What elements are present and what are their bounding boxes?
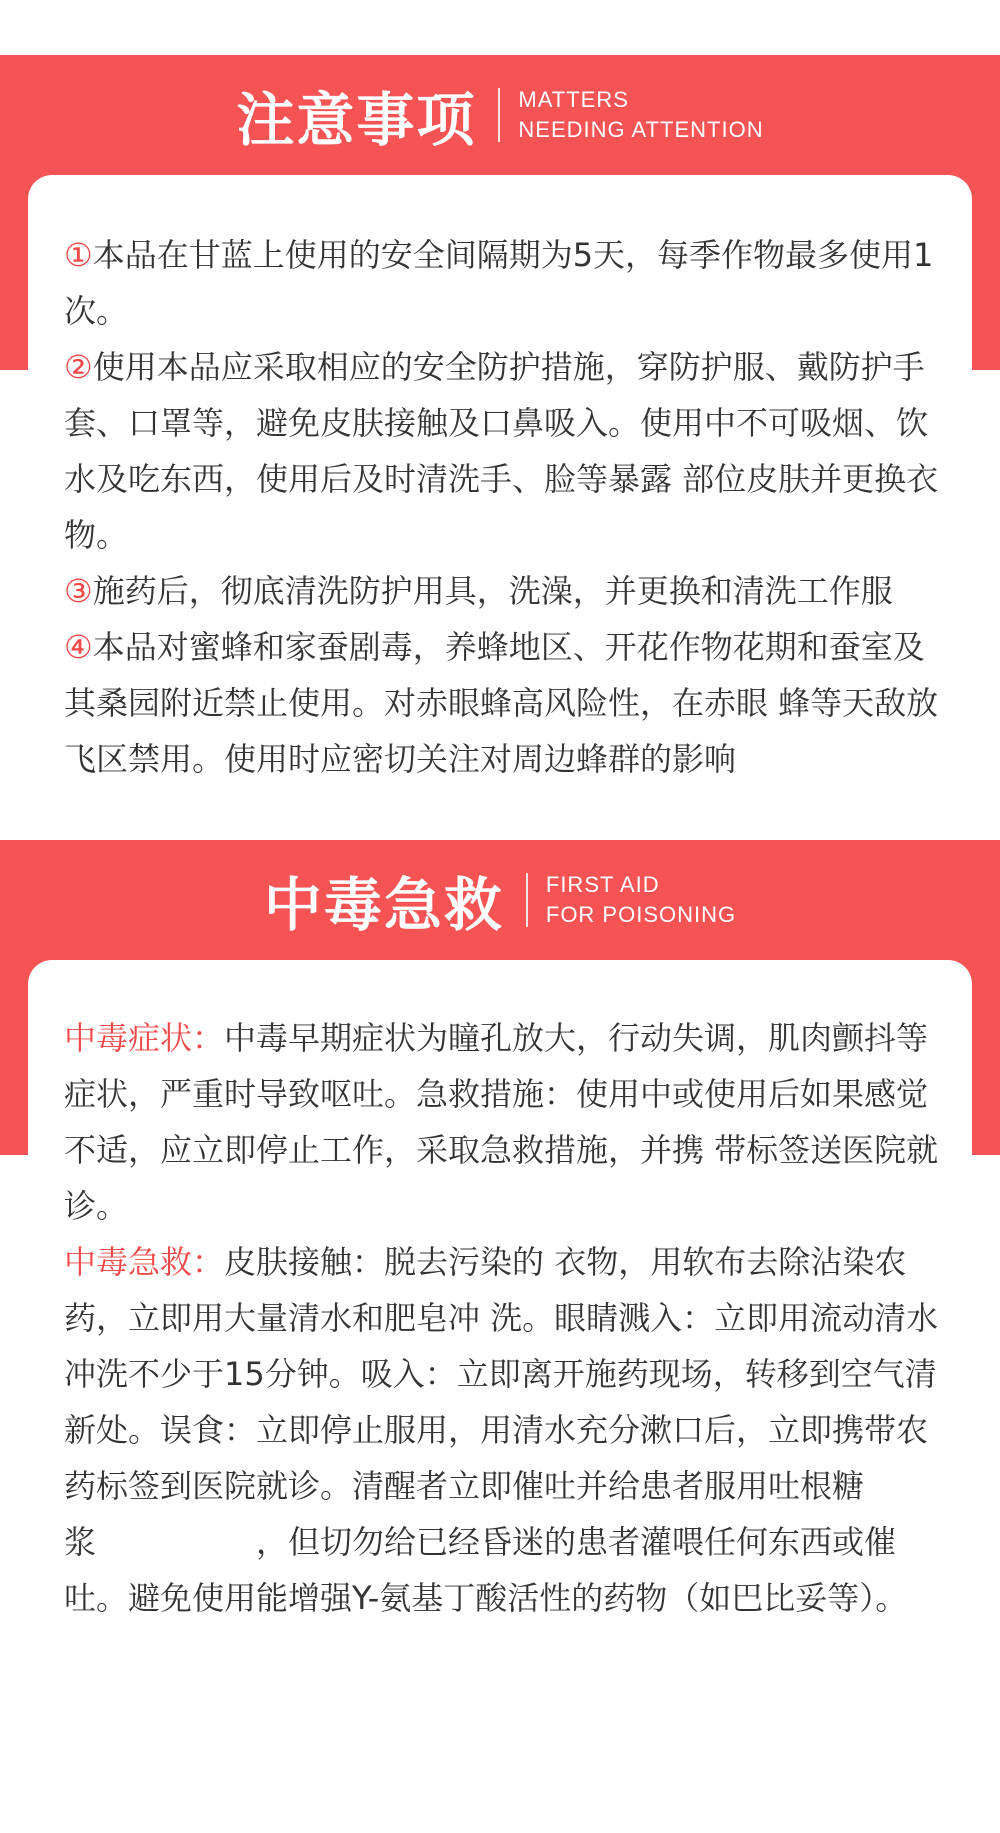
item-marker: ④ xyxy=(64,628,93,666)
first-aid-text: 皮肤接触：脱去污染的 衣物，用软布去除沾染农药，立即用大量清水和肥皂冲 洗。眼睛溅入：立即用流动清水冲洗不少于15分钟。吸入：立即离开施药现场，转移到空气清新处。误食：立即停止服用，用清水充分漱口后，立即携带农药标签到医院就诊。清醒者立即催吐并给患者服用吐根糖浆 ，但切勿给已经昏迷的患者灌喂任何东西或催吐。避免使用能增强Y-氨基丁酸活性的药物（如巴比妥等）。 xyxy=(64,1243,939,1617)
title-en-line2: NEEDING ATTENTION xyxy=(518,117,764,142)
first-aid-card xyxy=(28,960,972,1700)
symptoms-text: 中毒早期症状为瞳孔放大，行动失调，肌肉颤抖等症状，严重时导致呕吐。急救措施：使用中或使用后如果感觉不适，应立即停止工作，采取急救措施，并携 带标签送医院就诊。 xyxy=(64,1019,939,1225)
first-aid-content xyxy=(64,1010,944,1626)
title-divider xyxy=(498,88,500,142)
item-marker: ③ xyxy=(64,572,93,610)
precaution-item-1 xyxy=(64,227,944,339)
first-aid-label: 中毒急救： xyxy=(64,1243,225,1281)
title-en-line1: FIRST AID xyxy=(545,872,660,897)
symptoms-label: 中毒症状： xyxy=(64,1019,225,1057)
item-text: 本品在甘蓝上使用的安全间隔期为5天，每季作物最多使用1次。 xyxy=(64,236,934,330)
first-aid-paragraph xyxy=(64,1234,944,1626)
item-text: 使用本品应采取相应的安全防护措施，穿防护服、戴防护手套、口罩等，避免皮肤接触及口鼻吸入。使用中不可吸烟、饮水及吃东西，使用后及时清洗手、脸等暴露 部位皮肤并更换衣物。 xyxy=(64,348,939,554)
precaution-item-4 xyxy=(64,619,944,787)
symptoms-paragraph xyxy=(64,1010,944,1234)
first-aid-title-cn: 中毒急救 xyxy=(263,871,504,939)
first-aid-title-en xyxy=(546,870,736,930)
title-en-line1: MATTERS xyxy=(518,87,629,112)
title-divider xyxy=(526,873,528,927)
precautions-title xyxy=(0,55,1000,175)
item-text: 施药后，彻底清洗防护用具，洗澡，并更换和清洗工作服 xyxy=(92,572,893,610)
precautions-card xyxy=(28,175,972,785)
precaution-item-3 xyxy=(64,563,944,619)
precaution-item-2 xyxy=(64,339,944,563)
item-marker: ① xyxy=(64,236,93,274)
precautions-title-cn: 注意事项 xyxy=(236,86,477,154)
item-text: 本品对蜜蜂和家蚕剧毒，养蜂地区、开花作物花期和蚕室及其桑园附近禁止使用。对赤眼蜂高风险性，在赤眼 蜂等天敌放飞区禁用。使用时应密切关注对周边蜂群的影响 xyxy=(64,628,939,778)
precautions-title-en xyxy=(518,85,763,145)
item-marker: ② xyxy=(64,348,93,386)
precautions-list xyxy=(64,227,944,787)
first-aid-title xyxy=(0,840,1000,960)
title-en-line2: FOR POISONING xyxy=(545,902,737,927)
